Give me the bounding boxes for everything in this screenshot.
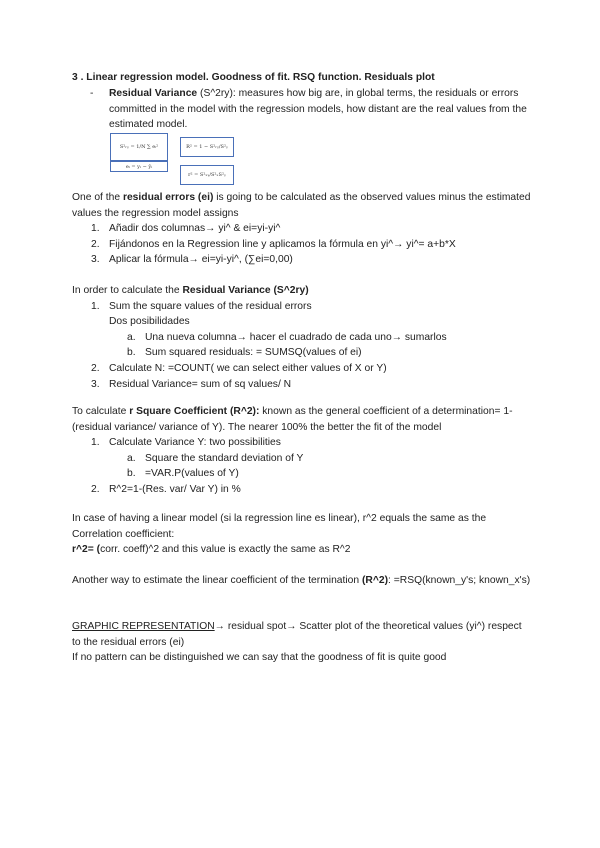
r2-paren-term: (R^2) <box>362 575 389 586</box>
list-subitem: b. =VAR.P(values of Y) <box>127 468 239 480</box>
list-item: 1. Sum the square values of the residual errors <box>91 300 312 312</box>
list-item: 3. Residual Variance= sum of sq values/ N <box>91 378 292 390</box>
residual-errors-term: residual errors (ei) <box>122 192 214 203</box>
residual-errors-intro: One of the residual errors (ei) is going to be calculated as the observed values minus the estimated values the regression model assigns <box>72 192 531 219</box>
list-item-note: Dos posibilidades <box>109 316 190 328</box>
residual-variance-intro: In order to calculate the Residual Variance (S^2ry) <box>72 285 309 296</box>
formula-r-squared: R² = 1 − S²ᵣᵧ/S²ᵧ <box>180 137 234 157</box>
r2-term: r^2= ( <box>72 544 101 556</box>
residual-variance-bullet <box>90 86 530 133</box>
list-item: 1. Calculate Variance Y: two possibilities <box>91 437 281 449</box>
section-heading: 3 . Linear regression model. Goodness of fit. RSQ function. Residuals plot <box>72 72 435 83</box>
formula-residual-error: eᵢ = yᵢ − ŷᵢ <box>110 161 168 172</box>
another-way-text: Another way to estimate the linear coefficient of the termination (R^2): =RSQ(known_y's; known_x's) <box>72 575 531 586</box>
formula-image <box>110 133 235 185</box>
residual-errors-section <box>72 190 532 268</box>
another-way-section <box>72 573 532 589</box>
list-subitem: a. Una nueva columna→ hacer el cuadrado de cada uno→ sumarlos <box>127 331 447 343</box>
linear-case-section <box>72 511 532 558</box>
list-item: 2. Calculate N: =COUNT( we can select either values of X or Y) <box>91 362 387 374</box>
list-item: 1. Añadir dos columnas→ yi^ & ei=yi-yi^ <box>91 223 281 235</box>
list-item: 3. Aplicar la fórmula→ ei=yi-yi^, (∑ei=0,00) <box>91 254 293 266</box>
graphic-text: GRAPHIC REPRESENTATION→ residual spot→ Scatter plot of the theoretical values (yi^) respect to the residual errors (ei) <box>72 621 522 648</box>
list-subitem: a. Square the standard deviation of Y <box>127 452 304 464</box>
linear-case-text: In case of having a linear model (si la regression line es linear), r^2 equals the same as the Correlation coefficient: <box>72 513 487 540</box>
residual-variance-section <box>72 283 532 392</box>
residual-variance-term: Residual Variance <box>109 88 198 99</box>
graphic-section <box>72 619 532 666</box>
residual-variance-heading-term: Residual Variance (S^2ry) <box>182 285 309 296</box>
r-square-section <box>72 404 532 498</box>
r-square-intro: To calculate r Square Coefficient (R^2): known as the general coefficient of a determination= 1- (residual variance/ variance of Y). The nearer 100% the better the fit of the model <box>72 406 513 433</box>
list-subitem: b. Sum squared residuals: = SUMSQ(values of ei) <box>127 347 362 359</box>
graphic-conclusion: If no pattern can be distinguished we can say that the goodness of fit is quite good <box>72 652 447 664</box>
formula-residual-variance: S²ᵣᵧ = 1/N ∑ eᵢ² <box>110 133 168 161</box>
formula-correlation-squared: r² = S²ₓᵧ/S²ₓS²ᵧ <box>180 165 234 185</box>
list-item: 2. R^2=1-(Res. var/ Var Y) in % <box>91 483 241 495</box>
linear-case-formula: r^2= (corr. coeff)^2 and this value is exactly the same as R^2 <box>72 544 351 556</box>
residual-variance-description: (S^2ry): measures how big are, in global terms, the residuals or errors committed in the model with the regression models, how distant are the real values from the estimated model. <box>109 88 527 131</box>
bullet-dash: - <box>90 88 94 99</box>
list-item: 2. Fijándonos en la Regression line y aplicamos la fórmula en yi^→ yi^= a+b*X <box>91 238 456 250</box>
r-square-term: r Square Coefficient (R^2): <box>129 406 260 417</box>
graphic-representation-link: GRAPHIC REPRESENTATION <box>72 621 215 632</box>
